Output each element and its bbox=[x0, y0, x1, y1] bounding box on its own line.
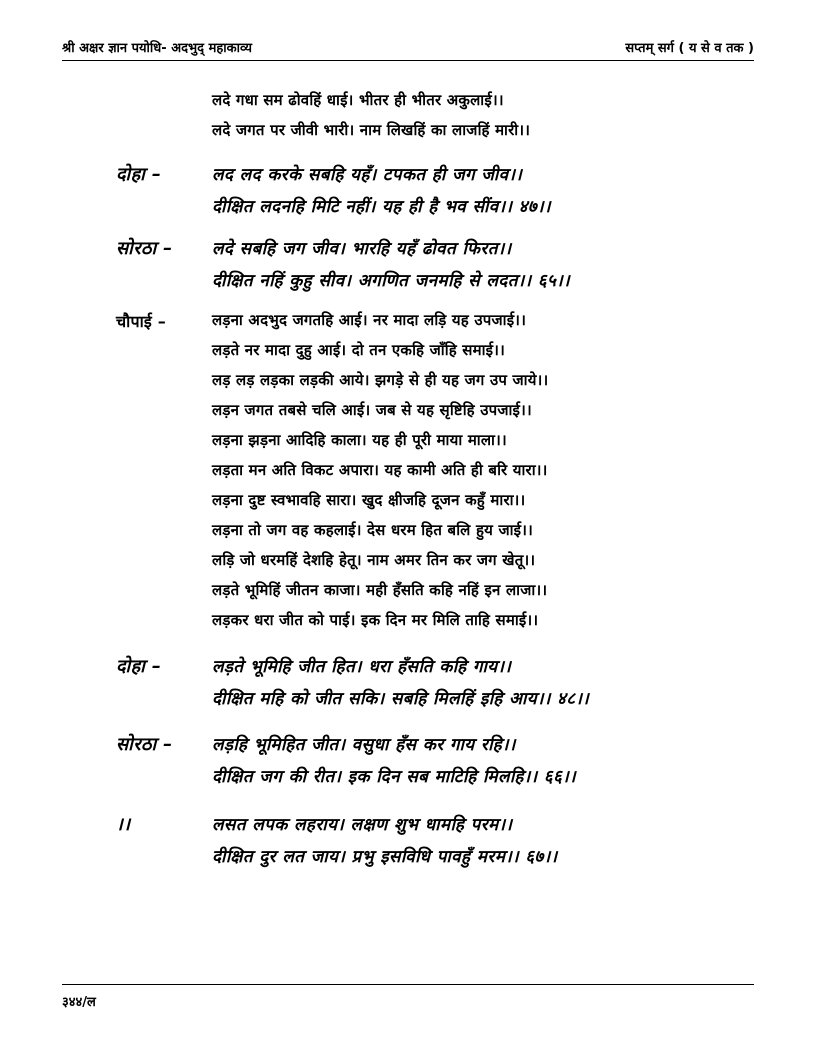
verse-line: लड़ लड़ लड़का लड़की आये। झगड़े से ही यह जग उप जाये।। bbox=[212, 371, 549, 389]
verse-line: लसत लपक लहराय। लक्षण शुभ धामहि परम।। bbox=[212, 815, 513, 835]
verse-line: लड़ते नर मादा दुहु आई। दो तन एकहि जाँहि समाई।। bbox=[212, 341, 506, 359]
verse-type-label: दोहा – bbox=[116, 656, 162, 677]
header-rule bbox=[62, 60, 754, 61]
verse-line: लद लद करके सबहि यहँ। टपकत ही जग जीव।। bbox=[212, 165, 523, 185]
verse-line: लड़ि जो धरमहिं देशहि हेतू। नाम अमर तिन कर जग खेतू।। bbox=[212, 551, 536, 569]
verse-type-label: दोहा – bbox=[116, 164, 162, 185]
verse-line: लड़कर धरा जीत को पाई। इक दिन मर मिलि ताहि समाई।। bbox=[212, 611, 539, 629]
verse-line: दीक्षित जग की रीत। इक दिन सब माटिहि मिलहि।। ६६।। bbox=[212, 767, 576, 787]
verse-line: दीक्षित महि को जीत सकि। सबहि मिलहिं इहि आय।। ४८।। bbox=[212, 689, 590, 709]
verse-line: लदे जगत पर जीवी भारी। नाम लिखहिं का लाजहिं मारी।। bbox=[212, 121, 531, 139]
footer-rule bbox=[62, 984, 754, 985]
page-number: ३४४/ल bbox=[62, 995, 96, 1010]
chapter-title: सप्तम् सर्ग ( य से व तक ) bbox=[625, 41, 754, 56]
verse-line: लड़ना दुष्ट स्वभावहि सारा। खुद क्षीजहि दूजन कहुँ मारा।। bbox=[212, 491, 526, 509]
verse-line: दीक्षित लदनहि मिटि नहीं। यह ही है भव सींव।। ४७।। bbox=[212, 197, 551, 217]
book-title: श्री अक्षर ज्ञान पयोधि- अदभुद् महाकाव्य bbox=[62, 41, 252, 56]
verse-line: दीक्षित दुर लत जाय। प्रभु इसविधि पावहुँ मरम।। ६७।। bbox=[212, 847, 558, 867]
verse-line: लदे गधा सम ढोवहिं धाई। भीतर ही भीतर अकुलाई।। bbox=[212, 91, 504, 109]
verse-line: लड़ते भूमिहि जीत हित। धरा हँसति कहि गाय।। bbox=[212, 657, 512, 677]
verse-line: लड़ना तो जग वह कहलाई। देस धरम हित बलि हुय जाई।। bbox=[212, 521, 534, 539]
verse-type-label: चौपाई – bbox=[116, 312, 166, 331]
verse-line: लदे सबहि जग जीव। भारहि यहँ ढोवत फिरत।। bbox=[212, 239, 512, 259]
verse-line: लड़हि भूमिहित जीत। वसुधा हँस कर गाय रहि।। bbox=[212, 735, 516, 755]
verse-line: लड़ते भूमिहिं जीतन काजा। मही हँसति कहि नहिं इन लाजा।। bbox=[212, 581, 548, 599]
verse-line: लड़न जगत तबसे चलि आई। जब से यह सृष्टिहि उपजाई।। bbox=[212, 401, 532, 419]
verse-type-label: सोरठा – bbox=[116, 734, 173, 755]
verse-line: लड़ना अदभुद जगतहि आई। नर मादा लड़ि यह उपजाई।। bbox=[212, 311, 527, 329]
verse-type-label: ।। bbox=[116, 814, 131, 835]
verse-type-label: सोरठा – bbox=[116, 238, 173, 259]
verse-line: लड़ना झड़ना आदिहि काला। यह ही पूरी माया माला।। bbox=[212, 431, 507, 449]
verse-line: दीक्षित नहिं कुहु सीव। अगणित जनमहि से लदत।। ६५।। bbox=[212, 271, 570, 291]
verse-line: लड़ता मन अति विकट अपारा। यह कामी अति ही बरि यारा।। bbox=[212, 461, 548, 479]
page-header bbox=[62, 38, 754, 60]
